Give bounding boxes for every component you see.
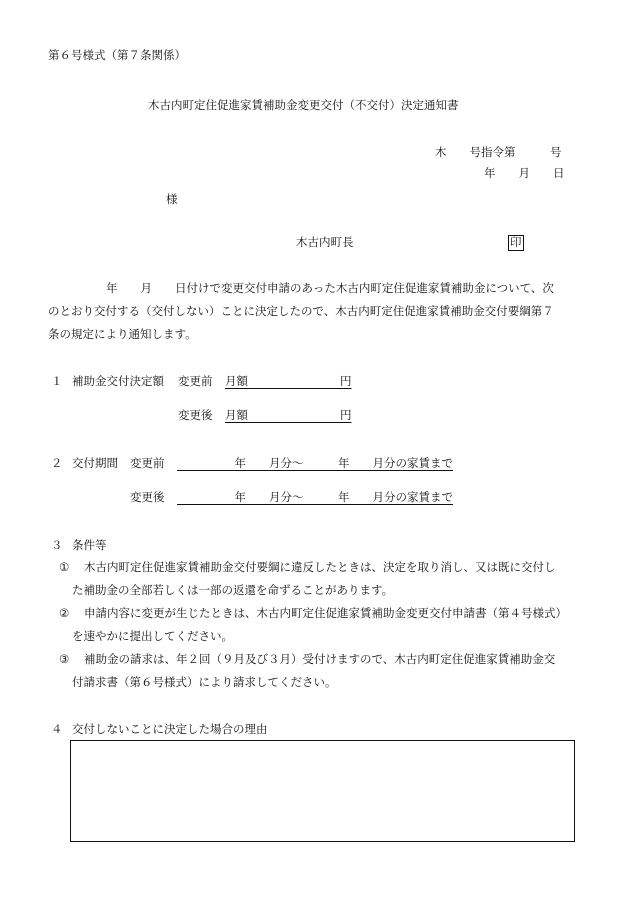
condition-3-marker: ③ (59, 652, 70, 666)
condition-3-line-1: 補助金の請求は、年２回（９月及び３月）受付けますので、木古内町定住促進家賃補助金交 (84, 652, 556, 666)
period-after-field (177, 492, 453, 504)
body-line-3: 条の規定により通知します。 (48, 327, 197, 341)
document-title: 木古内町定住促進家賃補助金変更交付（不交付）決定通知書 (148, 98, 459, 112)
period-after-blank2 (304, 490, 339, 504)
body-line-2: のとおり交付する（交付しない）ことに決定したので、木古内町定住促進家賃補助金交付要綱第７ (48, 304, 554, 318)
amount-before-unit: 円 (340, 374, 352, 388)
section-4-number: ４ (51, 722, 63, 736)
condition-1-line-1: 木古内町定住促進家賃補助金交付要綱に違反したときは、決定を取り消し、又は既に交付し (84, 560, 556, 574)
period-before-to: 月分の家賃まで (372, 456, 453, 470)
condition-1-line-2: た補助金の全部若しくは一部の返還を命ずることがあります。 (72, 583, 394, 597)
amount-after-field (225, 410, 352, 422)
amount-after-prefix: 月額 (225, 408, 248, 422)
amount-after-label: 変更後 (178, 408, 213, 422)
period-before-blank (177, 456, 235, 470)
period-before-year2: 年 (338, 456, 350, 470)
form-label: 第６号様式（第７条関係） (48, 48, 186, 62)
condition-2-line-2: を速やかに提出してください。 (72, 629, 233, 643)
issue-date: 年 月 日 (484, 166, 565, 180)
period-before-blank2 (304, 456, 339, 470)
section-4-label: 交付しないことに決定した場合の理由 (72, 722, 268, 736)
amount-before-blank (248, 374, 340, 388)
document-number: 木 号指令第 号 (435, 145, 562, 159)
section-1-number: １ (51, 374, 63, 388)
section-3-label: 条件等 (72, 538, 107, 552)
period-before-gap (246, 456, 269, 470)
amount-after-blank (248, 408, 340, 422)
condition-2-line-1: 申請内容に変更が生じたときは、木古内町定住促進家賃補助金変更交付申請書（第４号様式） (84, 606, 567, 620)
period-after-label: 変更後 (130, 490, 165, 504)
period-after-gap2 (350, 490, 373, 504)
condition-3-line-2: 付請求書（第６号様式）により請求してください。 (72, 675, 337, 689)
section-2-number: ２ (51, 456, 63, 470)
period-before-gap2 (350, 456, 373, 470)
condition-1-marker: ① (59, 560, 70, 574)
period-before-from: 月分～ (269, 456, 304, 470)
seal-mark: 印 (510, 235, 522, 249)
section-3-number: ３ (51, 538, 63, 552)
period-before-label: 変更前 (130, 456, 165, 470)
reason-box (70, 740, 575, 842)
period-after-year: 年 (234, 490, 246, 504)
body-line-1: 年 月 日付けで変更交付申請のあった木古内町定住促進家賃補助金について、次 (106, 281, 554, 295)
amount-after-unit: 円 (340, 408, 352, 422)
condition-2-marker: ② (59, 606, 70, 620)
period-after-blank (177, 490, 235, 504)
period-before-field (177, 458, 453, 470)
addressee-suffix: 様 (166, 192, 178, 206)
section-1-label: 補助金交付決定額 (72, 374, 164, 388)
amount-before-prefix: 月額 (225, 374, 248, 388)
amount-before-label: 変更前 (178, 374, 213, 388)
issuer-name: 木古内町長 (296, 235, 354, 249)
period-after-to: 月分の家賃まで (372, 490, 453, 504)
amount-before-field (225, 376, 352, 388)
period-after-year2: 年 (338, 490, 350, 504)
period-after-from: 月分～ (269, 490, 304, 504)
section-2-label: 交付期間 (72, 456, 118, 470)
period-after-gap (246, 490, 269, 504)
period-before-year: 年 (234, 456, 246, 470)
